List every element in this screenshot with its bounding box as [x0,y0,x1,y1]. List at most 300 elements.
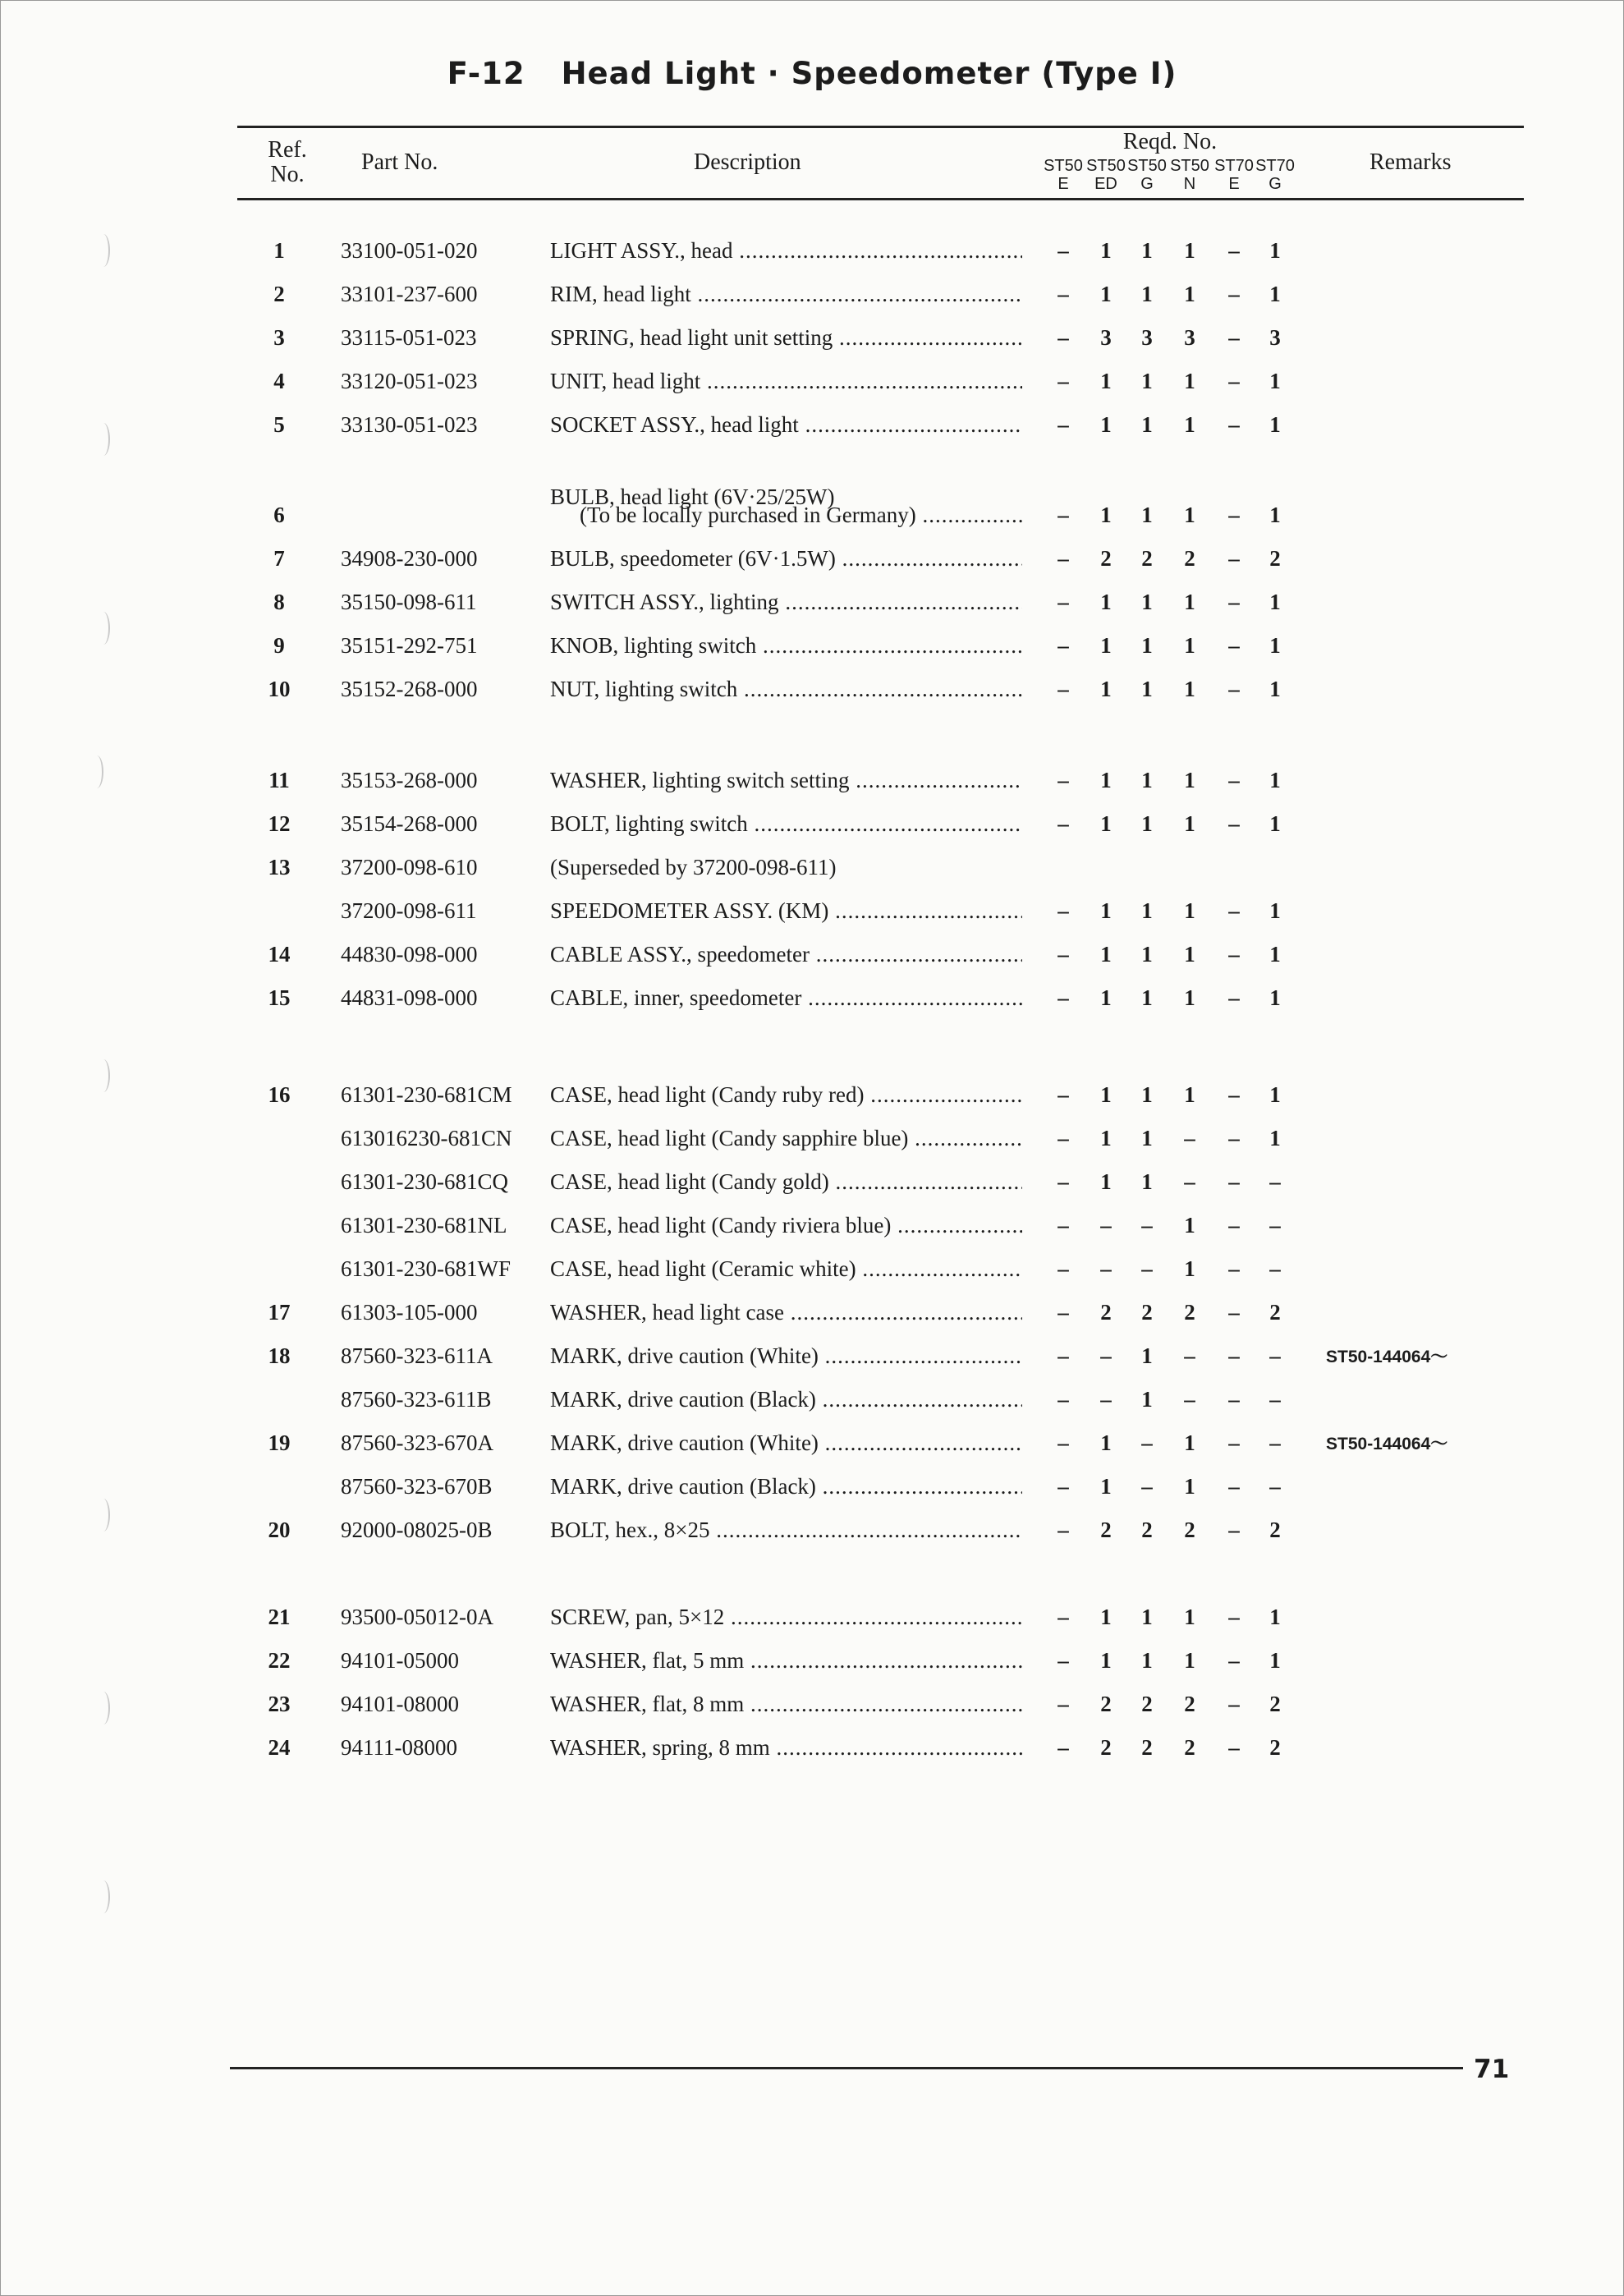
table-row [0,1300,1624,1333]
ref-number: 13 [268,855,291,879]
ref-number: 5 [273,412,285,437]
qty-cell: – [1269,1387,1281,1412]
qty-cell: 1 [1141,898,1153,923]
description [550,412,1022,438]
qty-cell: – [1057,238,1069,263]
table-row [0,1256,1624,1289]
qty-cell: – [1057,1169,1069,1194]
description-text: MARK, drive caution (Black) ..... [550,1387,1022,1412]
qty-cell: – [1269,1474,1281,1499]
qty-cell: 2 [1141,1518,1153,1542]
description [550,1169,1022,1195]
qty-cell: – [1269,1256,1281,1281]
description [550,633,1022,659]
ref-number: 24 [268,1735,291,1760]
description-text: CABLE, inner, speedometer ..... [550,985,1022,1010]
qty-cell: 1 [1141,282,1153,306]
qty-cell: 1 [1100,412,1112,437]
description [550,1430,1022,1456]
description [550,590,1022,615]
description-text: CASE, head light (Candy sapphire blue) ..... [550,1126,1022,1150]
qty-cell: – [1057,325,1069,350]
qty-cell: 2 [1100,1735,1112,1760]
qty-cell: – [1184,1387,1195,1412]
qty-cell: – [1057,1692,1069,1716]
description [550,1518,1022,1543]
remark-text: ST50-144064～ [1326,1435,1448,1453]
ref-number: 4 [273,369,285,393]
ref-number: 19 [268,1430,291,1455]
qty-cell: 1 [1184,1430,1195,1455]
qty-cell: 1 [1141,590,1153,614]
qty-cell: 2 [1184,1692,1195,1716]
qty-cell: 2 [1269,1735,1281,1760]
model-variant: ED [1094,175,1117,193]
description-text: WASHER, lighting switch setting ..... [550,768,1022,792]
qty-cell: – [1057,369,1069,393]
qty-cell: 1 [1100,369,1112,393]
header-ref-no [246,138,328,187]
description-text: (Superseded by 37200-098-611) [550,855,837,879]
qty-cell: – [1057,1082,1069,1107]
section-code: F-12 [447,56,525,91]
model-name: ST50 [1170,157,1209,175]
part-number: 35150-098-611 [341,590,477,614]
qty-cell: 2 [1184,546,1195,571]
model-variant: G [1140,175,1154,193]
header-remarks: Remarks [1369,149,1452,175]
part-number: 94101-08000 [341,1692,459,1716]
qty-cell: – [1269,1343,1281,1368]
qty-cell: 3 [1100,325,1112,350]
qty-cell: 1 [1269,238,1281,263]
description [550,1605,1022,1630]
description-text: WASHER, flat, 5 mm ..... [550,1648,1022,1673]
qty-cell: 1 [1184,1648,1195,1673]
qty-cell: 2 [1141,1300,1153,1325]
part-number: 61301-230-681CQ [341,1169,508,1194]
description [550,325,1022,351]
description [550,942,1022,967]
table-row [0,238,1624,271]
qty-cell: 1 [1269,1648,1281,1673]
qty-cell: – [1228,1605,1240,1629]
qty-cell: – [1057,898,1069,923]
ref-number: 9 [273,633,285,658]
qty-cell: 1 [1141,369,1153,393]
qty-cell: – [1228,768,1240,792]
qty-cell: 1 [1141,238,1153,263]
qty-cell: – [1184,1343,1195,1368]
header-ref-line2: No. [270,162,305,187]
header-reqd-no: Reqd. No. [1122,129,1218,154]
description-text: WASHER, spring, 8 mm ..... [550,1735,1022,1760]
part-number: 33101-237-600 [341,282,478,306]
header-ref-line1: Ref. [268,137,307,163]
description [550,238,1022,264]
description-text: NUT, lighting switch ..... [550,677,1022,701]
qty-cell: – [1228,1735,1240,1760]
table-row [0,942,1624,975]
qty-cell: – [1057,1518,1069,1542]
part-number: 34908-230-000 [341,546,478,571]
qty-cell: 2 [1100,1300,1112,1325]
part-number: 93500-05012-0A [341,1605,493,1629]
qty-cell: – [1057,1213,1069,1238]
qty-cell: – [1228,1082,1240,1107]
qty-cell: 1 [1184,768,1195,792]
qty-cell: – [1228,1430,1240,1455]
ref-number: 2 [273,282,285,306]
description-text: UNIT, head light ..... [550,369,1022,393]
description [550,1082,1022,1108]
qty-cell: – [1228,633,1240,658]
header-bottom-rule [237,198,1524,200]
qty-cell: – [1228,1300,1240,1325]
qty-cell: 1 [1100,590,1112,614]
description-text: MARK, drive caution (Black) ..... [550,1474,1022,1499]
qty-cell: 1 [1269,768,1281,792]
qty-cell: – [1228,677,1240,701]
description [550,985,1022,1011]
qty-cell: – [1228,546,1240,571]
qty-cell: 1 [1100,633,1112,658]
section-title: Head Light · Speedometer (Type I) [561,56,1177,91]
qty-cell: – [1057,1605,1069,1629]
qty-cell: – [1184,1169,1195,1194]
part-number: 35154-268-000 [341,811,478,836]
qty-cell: – [1269,1430,1281,1455]
qty-cell: 1 [1184,1213,1195,1238]
ref-number: 3 [273,325,285,350]
ref-number: 21 [268,1605,291,1629]
description [550,1648,1022,1674]
ref-number: 17 [268,1300,291,1325]
qty-cell: – [1269,1169,1281,1194]
qty-cell: – [1228,590,1240,614]
description [550,546,1022,572]
description [550,1256,1022,1282]
qty-cell: 1 [1141,1387,1153,1412]
qty-cell: 1 [1184,1082,1195,1107]
qty-cell: 1 [1100,503,1112,527]
table-row [0,1430,1624,1463]
model-column-header [1041,157,1085,193]
qty-cell: 1 [1269,369,1281,393]
table-row [0,282,1624,315]
model-name: ST70 [1255,157,1295,175]
qty-cell: 1 [1100,1648,1112,1673]
description-text: MARK, drive caution (White) ..... [550,1343,1022,1368]
description [550,1343,1022,1369]
description-text: LIGHT ASSY., head ..... [550,238,1022,263]
qty-cell: 1 [1100,898,1112,923]
qty-cell: – [1269,1213,1281,1238]
part-number: 33100-051-020 [341,238,478,263]
qty-cell: 1 [1269,412,1281,437]
margin-mark [97,1880,110,1913]
ref-number: 23 [268,1692,291,1716]
model-column-header [1084,157,1128,193]
model-variant: E [1228,175,1240,193]
table-row [0,985,1624,1018]
part-number: 87560-323-611B [341,1387,492,1412]
ref-number: 10 [268,677,291,701]
part-number: 35152-268-000 [341,677,478,701]
description-text: BULB, speedometer (6V·1.5W) ..... [550,546,1022,571]
qty-cell: 1 [1141,1343,1153,1368]
description-text: BOLT, hex., 8×25 ..... [550,1518,1022,1542]
qty-cell: – [1057,1474,1069,1499]
qty-cell: 1 [1269,282,1281,306]
description-note [580,503,1022,528]
qty-cell: 1 [1141,503,1153,527]
ref-number: 8 [273,590,285,614]
table-row [0,1213,1624,1246]
description [550,1387,1022,1412]
qty-cell: – [1057,546,1069,571]
description-text: SWITCH ASSY., lighting ..... [550,590,1022,614]
qty-cell: – [1057,590,1069,614]
header-part-no: Part No. [361,149,438,175]
qty-cell: – [1228,1387,1240,1412]
table-row [0,325,1624,358]
part-number: 37200-098-610 [341,855,478,879]
qty-cell: 1 [1141,1082,1153,1107]
table-row [0,1169,1624,1202]
qty-cell: 1 [1100,238,1112,263]
qty-cell: – [1100,1256,1112,1281]
part-number: 87560-323-611A [341,1343,493,1368]
part-number: 35151-292-751 [341,633,478,658]
qty-cell: – [1057,942,1069,967]
description-text: SOCKET ASSY., head light ..... [550,412,1022,437]
qty-cell: 1 [1141,942,1153,967]
qty-cell: 1 [1100,1126,1112,1150]
qty-cell: – [1057,1387,1069,1412]
qty-cell: 1 [1100,768,1112,792]
description [550,1213,1022,1238]
table-row [0,546,1624,579]
model-column-header [1125,157,1169,193]
description-text: BOLT, lighting switch ..... [550,811,1022,836]
qty-cell: 2 [1184,1518,1195,1542]
qty-cell: – [1057,985,1069,1010]
description [550,855,1022,880]
model-column-header [1253,157,1297,193]
description-text: KNOB, lighting switch ..... [550,633,1022,658]
qty-cell: – [1228,238,1240,263]
model-column-header [1168,157,1212,193]
qty-cell: 1 [1184,985,1195,1010]
table-row [0,369,1624,402]
qty-cell: 2 [1269,546,1281,571]
qty-cell: – [1228,1474,1240,1499]
table-row [0,855,1624,888]
description [550,1300,1022,1325]
qty-cell: 1 [1184,677,1195,701]
part-number: 87560-323-670B [341,1474,493,1499]
qty-cell: 1 [1141,412,1153,437]
part-number: 61301-230-681CM [341,1082,512,1107]
qty-cell: 1 [1184,412,1195,437]
model-name: ST50 [1127,157,1167,175]
qty-cell: 1 [1269,811,1281,836]
qty-cell: 1 [1269,942,1281,967]
part-number: 33115-051-023 [341,325,477,350]
description [550,677,1022,702]
description-note-text: (To be locally purchased in Germany) ..... [580,503,1022,527]
qty-cell: – [1228,369,1240,393]
qty-cell: 1 [1100,677,1112,701]
qty-cell: 1 [1141,1169,1153,1194]
qty-cell: – [1057,412,1069,437]
part-number: 37200-098-611 [341,898,477,923]
qty-cell: 1 [1141,1605,1153,1629]
page-number: 71 [1474,2055,1510,2084]
qty-cell: 1 [1184,282,1195,306]
description-text: SCREW, pan, 5×12 ..... [550,1605,1022,1629]
qty-cell: 1 [1269,985,1281,1010]
ref-number: 18 [268,1343,291,1368]
qty-cell: – [1228,811,1240,836]
qty-cell: – [1057,811,1069,836]
qty-cell: – [1228,1169,1240,1194]
qty-cell: – [1141,1474,1153,1499]
qty-cell: 1 [1269,1605,1281,1629]
qty-cell: 1 [1184,238,1195,263]
table-row [0,1648,1624,1681]
qty-cell: 1 [1269,503,1281,527]
qty-cell: 1 [1141,677,1153,701]
qty-cell: 1 [1184,1605,1195,1629]
qty-cell: 2 [1100,1518,1112,1542]
table-row [0,1692,1624,1724]
description [550,1692,1022,1717]
qty-cell: 1 [1100,1169,1112,1194]
qty-cell: – [1228,1648,1240,1673]
qty-cell: 1 [1269,1082,1281,1107]
qty-cell: 1 [1141,1648,1153,1673]
qty-cell: 1 [1184,811,1195,836]
qty-cell: 1 [1141,768,1153,792]
qty-cell: 1 [1184,633,1195,658]
ref-number: 14 [268,942,291,967]
ref-number: 12 [268,811,291,836]
qty-cell: – [1228,898,1240,923]
part-number: 33130-051-023 [341,412,478,437]
part-number: 44830-098-000 [341,942,478,967]
description [550,898,1022,924]
table-row [0,1474,1624,1507]
qty-cell: – [1100,1387,1112,1412]
qty-cell: – [1228,282,1240,306]
part-number: 61301-230-681NL [341,1213,507,1238]
description [550,282,1022,307]
footer-rule [230,2067,1463,2069]
qty-cell: – [1057,282,1069,306]
model-variant: E [1057,175,1069,193]
qty-cell: 1 [1184,1474,1195,1499]
qty-cell: – [1100,1343,1112,1368]
qty-cell: 2 [1269,1692,1281,1716]
description-text: CASE, head light (Candy ruby red) ..... [550,1082,1022,1107]
part-number: 94111-08000 [341,1735,457,1760]
description-text: WASHER, flat, 8 mm ..... [550,1692,1022,1716]
ref-number: 22 [268,1648,291,1673]
qty-cell: 1 [1184,590,1195,614]
qty-cell: – [1057,677,1069,701]
qty-cell: 1 [1100,1082,1112,1107]
table-row [0,1605,1624,1637]
part-number: 61301-230-681WF [341,1256,511,1281]
qty-cell: – [1057,633,1069,658]
qty-cell: 3 [1269,325,1281,350]
description-text: CABLE ASSY., speedometer ..... [550,942,1022,967]
qty-cell: 1 [1184,898,1195,923]
qty-cell: – [1228,325,1240,350]
part-number: 61303-105-000 [341,1300,478,1325]
qty-cell: 2 [1100,1692,1112,1716]
model-name: ST50 [1044,157,1083,175]
qty-cell: – [1141,1213,1153,1238]
ref-number: 1 [273,238,285,263]
qty-cell: 2 [1184,1735,1195,1760]
description-text: WASHER, head light case ..... [550,1300,1022,1325]
description [550,1735,1022,1761]
qty-cell: 2 [1100,546,1112,571]
qty-cell: 2 [1141,546,1153,571]
description-text: SPRING, head light unit setting ..... [550,325,1022,350]
table-row [0,677,1624,709]
part-number: 613016230-681CN [341,1126,512,1150]
qty-cell: 1 [1141,811,1153,836]
table-row [0,1735,1624,1768]
qty-cell: 1 [1184,503,1195,527]
qty-cell: – [1228,1213,1240,1238]
qty-cell: 1 [1100,1430,1112,1455]
table-row [0,1082,1624,1115]
qty-cell: – [1141,1430,1153,1455]
qty-cell: 1 [1269,1126,1281,1150]
qty-cell: – [1184,1126,1195,1150]
qty-cell: 1 [1269,898,1281,923]
qty-cell: 1 [1269,677,1281,701]
qty-cell: – [1228,1692,1240,1716]
qty-cell: – [1228,942,1240,967]
qty-cell: – [1228,503,1240,527]
qty-cell: 3 [1184,325,1195,350]
qty-cell: – [1057,1648,1069,1673]
table-row [0,633,1624,666]
description-text: BULB, head light (6V·25/25W) [550,484,835,509]
table-row [0,1518,1624,1550]
part-number: 92000-08025-0B [341,1518,493,1542]
qty-cell: 1 [1100,942,1112,967]
ref-number: 16 [268,1082,291,1107]
description-text: MARK, drive caution (White) ..... [550,1430,1022,1455]
qty-cell: 1 [1141,633,1153,658]
ref-number: 11 [268,768,290,792]
table-row [0,412,1624,445]
qty-cell: 1 [1100,811,1112,836]
qty-cell: 1 [1141,985,1153,1010]
table-row [0,768,1624,801]
qty-cell: 1 [1184,942,1195,967]
ref-number: 7 [273,546,285,571]
part-number: 44831-098-000 [341,985,478,1010]
description-text: RIM, head light ..... [550,282,1022,306]
